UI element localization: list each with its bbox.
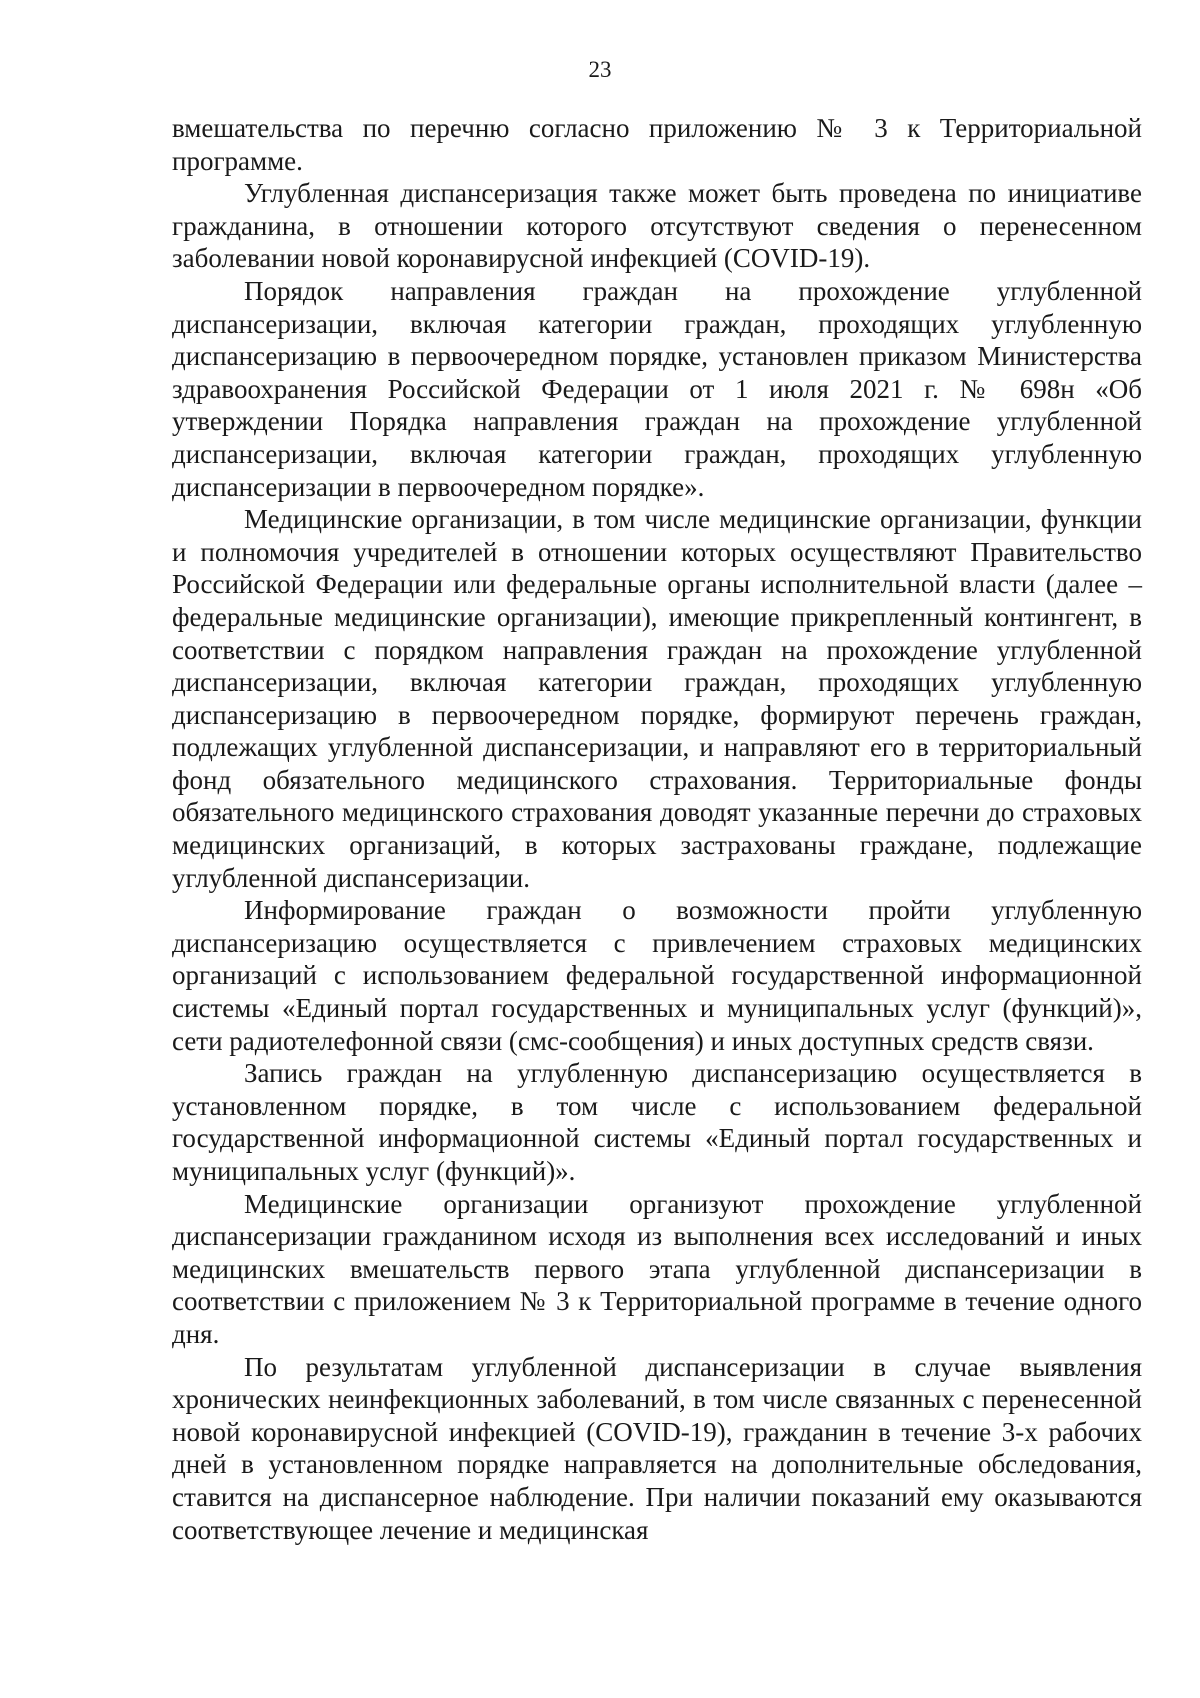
paragraph-7: Медицинские организации организуют прохождение углубленной диспансеризации гражданином исходя из выполнения всех исследований и иных медицинских вмешательств первого этапа углубленной диспансеризации в соответствии с приложением № 3 к Территориальной программе в течение одного дня. (172, 1188, 1142, 1349)
paragraph-5: Информирование граждан о возможности пройти углубленную диспансеризацию осуществляется с привлечением страховых медицинских организаций с использованием федеральной государственной информационной системы «Единый портал государственных и муниципальных услуг (функций)», сети радиотелефонной связи (смс-сообщения) и иных доступных средств связи. (172, 895, 1142, 1056)
page-number: 23 (588, 57, 612, 82)
paragraph-6: Запись граждан на углубленную диспансеризацию осуществляется в установленном порядке, в том числе с использованием федеральной государственной информационной системы «Единый портал государственных и муниципальных услуг (функций)». (172, 1058, 1142, 1186)
paragraph-1: вмешательства по перечню согласно приложению № 3 к Территориальной программе. (172, 113, 1142, 176)
document-body (172, 112, 1142, 1546)
paragraph-2: Углубленная диспансеризация также может быть проведена по инициативе гражданина, в отношении которого отсутствуют сведения о перенесенном заболевании новой коронавирусной инфекцией (COVID-19). (172, 178, 1142, 274)
paragraph-3: Порядок направления граждан на прохождение углубленной диспансеризации, включая категории граждан, проходящих углубленную диспансеризацию в первоочередном порядке, установлен приказом Министерства здравоохранения Российской Федерации от 1 июля 2021 г. № 698н «Об утверждении Порядка направления граждан на прохождение углубленной диспансеризации, включая категории граждан, проходящих углубленную диспансеризации в первоочередном порядке». (172, 275, 1142, 502)
paragraph-4: Медицинские организации, в том числе медицинские организации, функции и полномочия учредителей в отношении которых осуществляют Правительство Российской Федерации или федеральные органы исполнительной власти (далее – федеральные медицинские организации), имеющие прикрепленный контингент, в соответствии с порядком направления граждан на прохождение углубленной диспансеризации, включая категории граждан, проходящих углубленную диспансеризацию в первоочередном порядке, формируют перечень граждан, подлежащих углубленной диспансеризации, и направляют его в территориальный фонд обязательного медицинского страхования. Территориальные фонды обязательного медицинского страхования доводят указанные перечни до страховых медицинских организаций, в которых застрахованы граждане, подлежащие углубленной диспансеризации. (172, 504, 1142, 893)
paragraph-8: По результатам углубленной диспансеризации в случае выявления хронических неинфекционных заболеваний, в том числе связанных с перенесенной новой коронавирусной инфекцией (COVID-19), гражданин в течение 3-х рабочих дней в установленном порядке направляется на дополнительные обследования, ставится на диспансерное наблюдение. При наличии показаний ему оказываются соответствующее лечение и медицинская (172, 1351, 1142, 1545)
